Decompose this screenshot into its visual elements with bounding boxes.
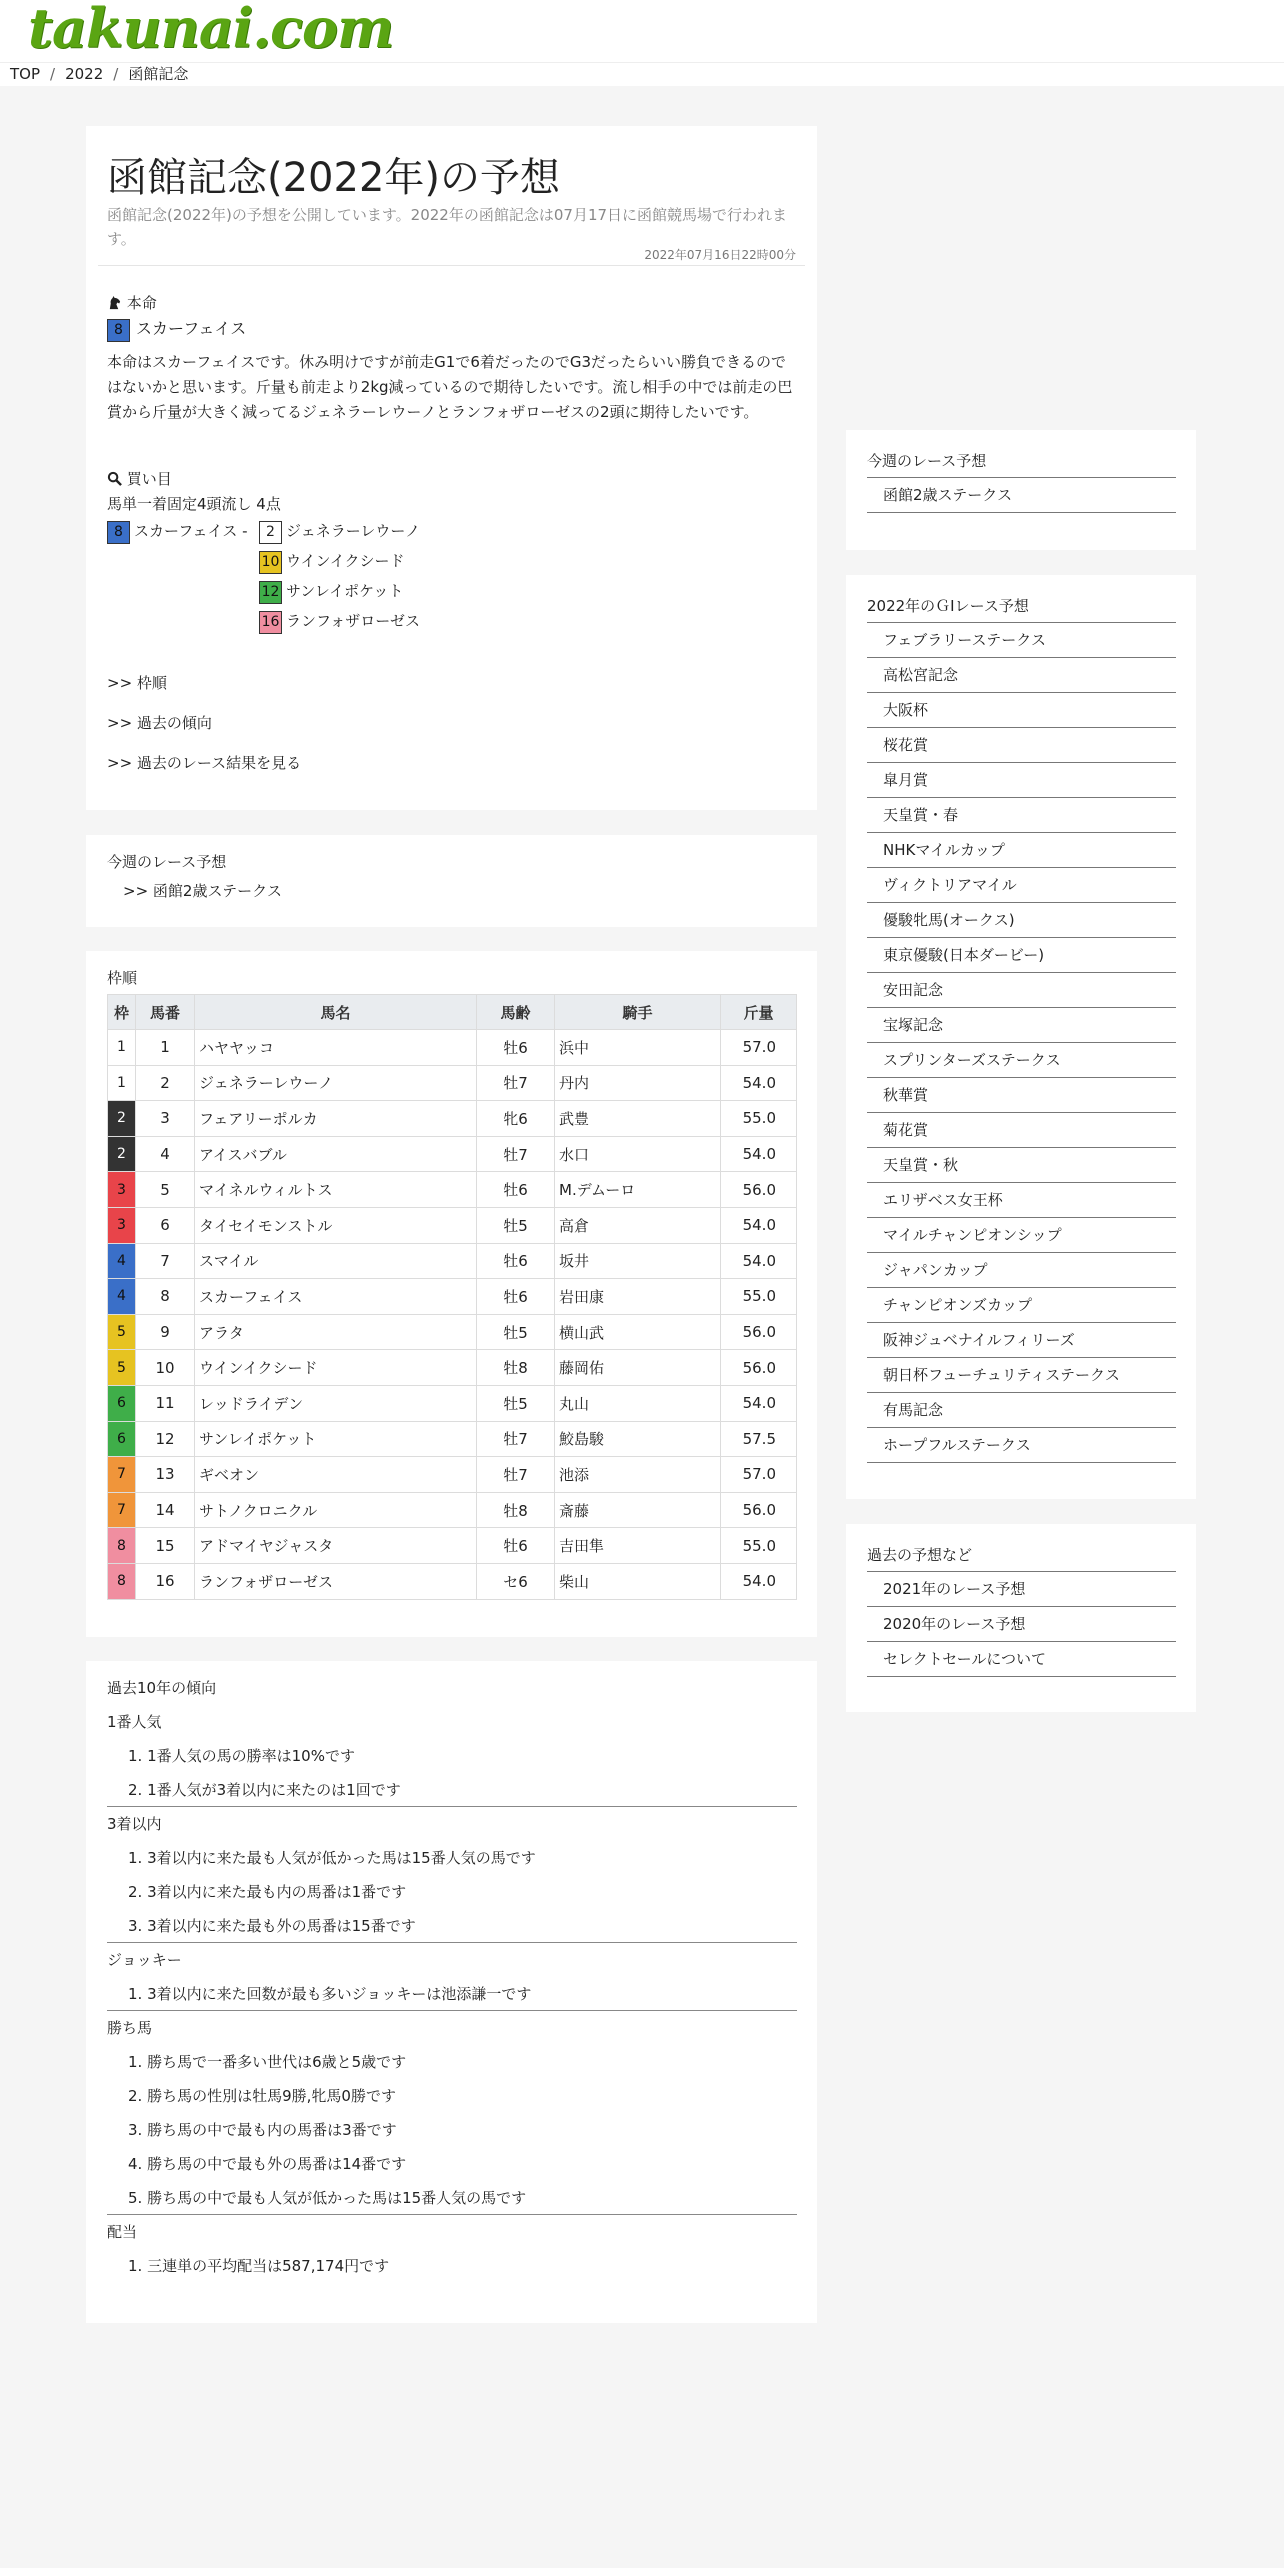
sidebar-item-g1-race[interactable]: 有馬記念 [867, 1393, 1176, 1428]
horse-number-badge: 16 [259, 611, 282, 634]
umaban-cell: 15 [136, 1528, 195, 1564]
sidebar-item-g1-race[interactable]: ヴィクトリアマイル [867, 868, 1176, 903]
table-row [108, 1421, 797, 1457]
waku-cell: 3 [108, 1207, 136, 1243]
horse-name-cell: フェアリーポルカ [195, 1101, 477, 1137]
sidebar-item-g1-race[interactable]: 秋華賞 [867, 1078, 1176, 1113]
col-horse-name: 馬名 [195, 995, 477, 1030]
horse-name-cell: ハヤヤッコ [195, 1030, 477, 1066]
breadcrumb-top[interactable]: TOP [10, 65, 41, 83]
umaban-cell: 1 [136, 1030, 195, 1066]
waku-cell: 7 [108, 1492, 136, 1528]
sidebar-item-g1-race[interactable]: 皐月賞 [867, 763, 1176, 798]
horse-name-cell: マイネルウィルトス [195, 1172, 477, 1208]
bet-partner-name: サンレイポケット [286, 582, 404, 600]
table-row [108, 1207, 797, 1243]
age-cell: 牡6 [477, 1243, 555, 1279]
sidebar-item-2020[interactable]: 2020年のレース予想 [867, 1607, 1176, 1642]
weight-cell: 54.0 [721, 1136, 797, 1172]
jockey-cell: 藤岡佑 [555, 1350, 721, 1386]
horse-name-cell: タイセイモンストル [195, 1207, 477, 1243]
category-divider [107, 1806, 797, 1807]
site-logo[interactable]: takunai.com [28, 0, 394, 60]
horse-name-cell: レッドライデン [195, 1385, 477, 1421]
horse-icon [107, 295, 122, 310]
sidebar-item-g1-race[interactable]: ホープフルステークス [867, 1428, 1176, 1463]
age-cell: 牡5 [477, 1385, 555, 1421]
umaban-cell: 13 [136, 1457, 195, 1493]
jockey-cell: 丸山 [555, 1385, 721, 1421]
table-row [108, 1101, 797, 1137]
waku-cell: 4 [108, 1243, 136, 1279]
table-row [108, 1136, 797, 1172]
sidebar-weekly [846, 430, 1196, 550]
horse-number-badge: 10 [259, 551, 282, 574]
sidebar-item-g1-race[interactable]: 東京優駿(日本ダービー) [867, 938, 1176, 973]
link-past-results[interactable]: >> 過去のレース結果を見る [107, 754, 302, 772]
trend-category: ジョッキー [107, 1951, 182, 1969]
col-jockey: 騎手 [555, 995, 721, 1030]
umaban-cell: 6 [136, 1207, 195, 1243]
sidebar-item-g1-race[interactable]: チャンピオンズカップ [867, 1288, 1176, 1323]
horse-name-cell: ウインイクシード [195, 1350, 477, 1386]
waku-cell: 5 [108, 1314, 136, 1350]
jockey-cell: 武豊 [555, 1101, 721, 1137]
sidebar-item-g1-race[interactable]: フェブラリーステークス [867, 623, 1176, 658]
waku-cell: 8 [108, 1528, 136, 1564]
bet-partner [259, 520, 420, 544]
sidebar-item-g1-race[interactable]: エリザベス女王杯 [867, 1183, 1176, 1218]
jockey-cell: M.デムーロ [555, 1172, 721, 1208]
waku-cell: 4 [108, 1279, 136, 1315]
horse-name-cell: スカーフェイス [195, 1279, 477, 1315]
weekly-race-link[interactable]: >> 函館2歳ステークス [123, 882, 282, 900]
umaban-cell: 4 [136, 1136, 195, 1172]
bet-type: 馬単一着固定4頭流し 4点 [107, 495, 281, 513]
category-divider [107, 2214, 797, 2215]
kaime-label: 買い目 [126, 470, 172, 488]
sidebar-item-g1-race[interactable]: NHKマイルカップ [867, 833, 1176, 868]
sidebar-item-g1-race[interactable]: 高松宮記念 [867, 658, 1176, 693]
jockey-cell: 岩田康 [555, 1279, 721, 1315]
umaban-cell: 9 [136, 1314, 195, 1350]
trend-category: 1番人気 [107, 1713, 162, 1731]
trend-item: 3. 勝ち馬の中で最も内の馬番は3番です [128, 2121, 397, 2139]
weight-cell: 55.0 [721, 1528, 797, 1564]
waku-cell: 6 [108, 1421, 136, 1457]
breadcrumb: TOP / 2022 / 函館記念 [0, 62, 1284, 86]
waku-cell: 7 [108, 1457, 136, 1493]
age-cell: 牡5 [477, 1207, 555, 1243]
waku-cell: 2 [108, 1101, 136, 1137]
age-cell: 牡7 [477, 1065, 555, 1101]
trend-item: 1. 3着以内に来た回数が最も多いジョッキーは池添謙一です [128, 1985, 532, 2003]
jockey-cell: 横山武 [555, 1314, 721, 1350]
age-cell: 牡5 [477, 1314, 555, 1350]
link-past-trends[interactable]: >> 過去の傾向 [107, 714, 212, 732]
sidebar-weekly-title: 今週のレース予想 [867, 452, 987, 470]
weight-cell: 54.0 [721, 1243, 797, 1279]
waku-cell: 1 [108, 1065, 136, 1101]
umaban-cell: 10 [136, 1350, 195, 1386]
sidebar-past [846, 1524, 1196, 1712]
jockey-cell: 鮫島駿 [555, 1421, 721, 1457]
jockey-cell: 柴山 [555, 1563, 721, 1599]
horse-number-badge: 2 [259, 521, 282, 544]
trend-item: 1. 3着以内に来た最も人気が低かった馬は15番人気の馬です [128, 1849, 536, 1867]
site-header [0, 0, 1284, 62]
entries-card [86, 951, 817, 1637]
col-weight: 斤量 [721, 995, 797, 1030]
weight-cell: 56.0 [721, 1172, 797, 1208]
age-cell: 牝6 [477, 1101, 555, 1137]
jockey-cell: 池添 [555, 1457, 721, 1493]
age-cell: 牡6 [477, 1528, 555, 1564]
umaban-cell: 5 [136, 1172, 195, 1208]
horse-name-cell: サンレイポケット [195, 1421, 477, 1457]
sidebar-item-2021[interactable]: 2021年のレース予想 [867, 1572, 1176, 1607]
weight-cell: 57.5 [721, 1421, 797, 1457]
sidebar-item-g1-race[interactable]: 大阪杯 [867, 693, 1176, 728]
table-row [108, 1065, 797, 1101]
table-row [108, 1563, 797, 1599]
honmei-label: 本命 [126, 294, 157, 312]
horse-name-cell: スマイル [195, 1243, 477, 1279]
age-cell: 牡7 [477, 1136, 555, 1172]
horse-name-cell: アドマイヤジャスタ [195, 1528, 477, 1564]
sidebar-item-g1-race[interactable]: 阪神ジュベナイルフィリーズ [867, 1323, 1176, 1358]
sidebar-item-hakodate-2sai[interactable]: 函館2歳ステークス [867, 478, 1176, 513]
table-row [108, 1279, 797, 1315]
table-row [108, 1243, 797, 1279]
horse-number-badge: 8 [107, 521, 130, 544]
waku-cell: 6 [108, 1385, 136, 1421]
umaban-cell: 3 [136, 1101, 195, 1137]
sidebar-item-g1-race[interactable]: 宝塚記念 [867, 1008, 1176, 1043]
horse-name-cell: ギベオン [195, 1457, 477, 1493]
bet-partner-name: ジェネラーレウーノ [286, 522, 421, 540]
table-row [108, 1350, 797, 1386]
trends-card [86, 1661, 817, 2323]
table-row [108, 1314, 797, 1350]
umaban-cell: 11 [136, 1385, 195, 1421]
sidebar-item-g1-race[interactable]: 安田記念 [867, 973, 1176, 1008]
sidebar-g1 [846, 575, 1196, 1499]
table-row [108, 1528, 797, 1564]
weight-cell: 56.0 [721, 1492, 797, 1528]
table-row [108, 1385, 797, 1421]
weight-cell: 57.0 [721, 1457, 797, 1493]
horse-name-cell: サトノクロニクル [195, 1492, 477, 1528]
waku-cell: 2 [108, 1136, 136, 1172]
bet-partner [259, 580, 403, 604]
category-divider [107, 1942, 797, 1943]
sidebar-g1-title: 2022年のＧⅠレース予想 [867, 597, 1029, 615]
sidebar-item-g1-race[interactable]: マイルチャンピオンシップ [867, 1218, 1176, 1253]
age-cell: 牡6 [477, 1030, 555, 1066]
weight-cell: 55.0 [721, 1101, 797, 1137]
table-row [108, 1492, 797, 1528]
honmei-horse [107, 316, 246, 342]
trend-item: 1. 1番人気の馬の勝率は10%です [128, 1747, 355, 1765]
sidebar-item-g1-race[interactable]: 優駿牝馬(オークス) [867, 903, 1176, 938]
entries-title: 枠順 [107, 969, 138, 987]
prediction-comment: 本命はスカーフェイスです。休み明けですが前走G1で6着だったのでG3だったらいい勝負できるのではないかと思います。斤量も前走より2kg減っているので期待したいです。流し相手の中では前走の巴賞から斤量が大きく減ってるジェネラーレウーノとランフォザローゼスの2頭に期待したいです。 [107, 353, 793, 421]
weight-cell: 57.0 [721, 1030, 797, 1066]
weight-cell: 56.0 [721, 1314, 797, 1350]
horse-name-cell: アラタ [195, 1314, 477, 1350]
umaban-cell: 12 [136, 1421, 195, 1457]
publish-date: 2022年07月16日22時00分 [644, 248, 796, 262]
entries-table [107, 994, 797, 1600]
sidebar-item-g1-race[interactable]: 桜花賞 [867, 728, 1176, 763]
weight-cell: 55.0 [721, 1279, 797, 1315]
honmei-horse-name: スカーフェイス [136, 319, 247, 338]
page-title: 函館記念(2022年)の予想 [107, 155, 561, 201]
weekly-race-title: 今週のレース予想 [107, 853, 227, 871]
category-divider [107, 2010, 797, 2011]
jockey-cell: 吉田隼 [555, 1528, 721, 1564]
horse-number-badge: 8 [107, 319, 130, 342]
age-cell: 牡8 [477, 1350, 555, 1386]
waku-cell: 5 [108, 1350, 136, 1386]
umaban-cell: 8 [136, 1279, 195, 1315]
horse-number-badge: 12 [259, 581, 282, 604]
prediction-card [86, 126, 817, 810]
table-row [108, 1172, 797, 1208]
kaime-heading [107, 468, 172, 489]
age-cell: 牡7 [477, 1457, 555, 1493]
trend-category: 配当 [107, 2223, 138, 2241]
jockey-cell: 高倉 [555, 1207, 721, 1243]
horse-name-cell: ジェネラーレウーノ [195, 1065, 477, 1101]
bet-head [107, 520, 248, 544]
bet-head-name: スカーフェイス [134, 522, 238, 540]
weight-cell: 56.0 [721, 1350, 797, 1386]
link-post-positions[interactable]: >> 枠順 [107, 674, 167, 692]
sidebar-item-g1-race[interactable]: 天皇賞・秋 [867, 1148, 1176, 1183]
sidebar-item-g1-race[interactable]: ジャパンカップ [867, 1253, 1176, 1288]
breadcrumb-current: 函館記念 [128, 65, 189, 83]
trend-category: 3着以内 [107, 1815, 162, 1833]
horse-name-cell: ランフォザローゼス [195, 1563, 477, 1599]
sidebar-item-g1-race[interactable]: スプリンターズステークス [867, 1043, 1176, 1078]
trend-item: 1. 勝ち馬で一番多い世代は6歳と5歳です [128, 2053, 407, 2071]
trend-item: 2. 1番人気が3着以内に来たのは1回です [128, 1781, 401, 1799]
weight-cell: 54.0 [721, 1385, 797, 1421]
jockey-cell: 水口 [555, 1136, 721, 1172]
trend-item: 2. 勝ち馬の性別は牡馬9勝,牝馬0勝です [128, 2087, 396, 2105]
umaban-cell: 16 [136, 1563, 195, 1599]
bet-separator: - [242, 522, 248, 540]
sidebar-past-title: 過去の予想など [867, 1546, 973, 1564]
umaban-cell: 14 [136, 1492, 195, 1528]
col-umaban: 馬番 [136, 995, 195, 1030]
trend-category: 勝ち馬 [107, 2019, 153, 2037]
trend-item: 3. 3着以内に来た最も外の馬番は15番です [128, 1917, 416, 1935]
table-row [108, 1030, 797, 1066]
bet-partner [259, 550, 405, 574]
trend-item: 2. 3着以内に来た最も内の馬番は1番です [128, 1883, 407, 1901]
trend-item: 1. 三連単の平均配当は587,174円です [128, 2257, 390, 2275]
age-cell: 牡8 [477, 1492, 555, 1528]
age-cell: セ6 [477, 1563, 555, 1599]
age-cell: 牡6 [477, 1279, 555, 1315]
jockey-cell: 丹内 [555, 1065, 721, 1101]
sidebar-item-g1-race[interactable]: 朝日杯フューチュリティステークス [867, 1358, 1176, 1393]
sidebar-item-select-sale[interactable]: セレクトセールについて [867, 1642, 1176, 1677]
weight-cell: 54.0 [721, 1563, 797, 1599]
age-cell: 牡6 [477, 1172, 555, 1208]
jockey-cell: 浜中 [555, 1030, 721, 1066]
sidebar-item-g1-race[interactable]: 天皇賞・春 [867, 798, 1176, 833]
umaban-cell: 7 [136, 1243, 195, 1279]
waku-cell: 8 [108, 1563, 136, 1599]
trend-item: 4. 勝ち馬の中で最も外の馬番は14番です [128, 2155, 407, 2173]
col-waku: 枠 [108, 995, 136, 1030]
honmei-heading [107, 292, 157, 313]
bet-partner [259, 610, 420, 634]
bet-partner-name: ウインイクシード [286, 552, 405, 570]
weekly-race-box [86, 835, 817, 927]
search-icon [107, 471, 122, 486]
jockey-cell: 斎藤 [555, 1492, 721, 1528]
horse-name-cell: アイスバブル [195, 1136, 477, 1172]
sidebar-item-g1-race[interactable]: 菊花賞 [867, 1113, 1176, 1148]
bet-partner-name: ランフォザローゼス [286, 612, 420, 630]
waku-cell: 1 [108, 1030, 136, 1066]
lead-text: 函館記念(2022年)の予想を公開しています。2022年の函館記念は07月17日に函館競馬場で行われます。 [107, 206, 788, 248]
waku-cell: 3 [108, 1172, 136, 1208]
umaban-cell: 2 [136, 1065, 195, 1101]
col-age: 馬齢 [477, 995, 555, 1030]
trend-item: 5. 勝ち馬の中で最も人気が低かった馬は15番人気の馬です [128, 2189, 527, 2207]
weight-cell: 54.0 [721, 1207, 797, 1243]
trends-title: 過去10年の傾向 [107, 1679, 217, 1697]
jockey-cell: 坂井 [555, 1243, 721, 1279]
weight-cell: 54.0 [721, 1065, 797, 1101]
breadcrumb-year[interactable]: 2022 [65, 65, 104, 83]
divider [98, 265, 805, 266]
table-row [108, 1457, 797, 1493]
age-cell: 牡7 [477, 1421, 555, 1457]
